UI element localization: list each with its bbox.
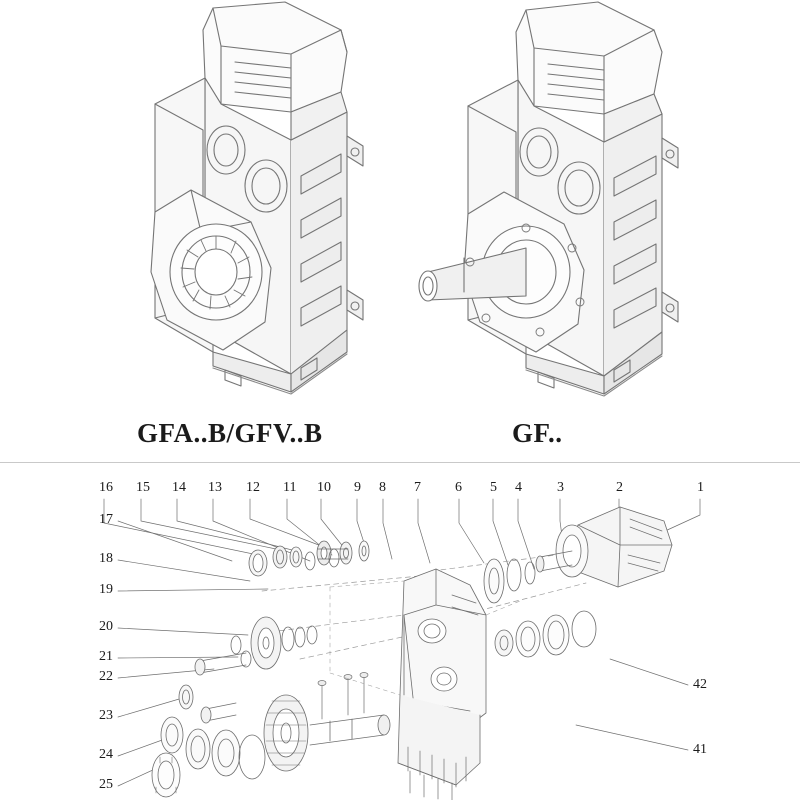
callout-16: 16 bbox=[99, 480, 113, 495]
callout-19: 19 bbox=[99, 582, 113, 597]
gearbox-drawing-gf bbox=[400, 0, 720, 400]
callout-11: 11 bbox=[283, 480, 297, 495]
callout-22: 22 bbox=[99, 669, 113, 684]
callout-9: 9 bbox=[354, 480, 361, 495]
callout-41: 41 bbox=[693, 742, 707, 757]
callout-7: 7 bbox=[414, 480, 421, 495]
callout-3: 3 bbox=[557, 480, 564, 495]
callout-12: 12 bbox=[246, 480, 260, 495]
drawing-caption-gf: GF.. bbox=[512, 418, 563, 448]
callout-21: 21 bbox=[99, 649, 113, 664]
callout-1: 1 bbox=[697, 480, 704, 495]
callout-13: 13 bbox=[208, 480, 222, 495]
callout-18: 18 bbox=[99, 551, 113, 566]
callout-25: 25 bbox=[99, 777, 113, 792]
callout-17: 17 bbox=[99, 512, 113, 527]
drawing-caption-gfa-gfv-b: GFA..B/GFV..B bbox=[137, 418, 323, 448]
callout-15: 15 bbox=[136, 480, 150, 495]
callout-6: 6 bbox=[455, 480, 462, 495]
callout-4: 4 bbox=[515, 480, 522, 495]
callout-42: 42 bbox=[693, 677, 707, 692]
callout-14: 14 bbox=[172, 480, 186, 495]
callout-8: 8 bbox=[379, 480, 386, 495]
callout-2: 2 bbox=[616, 480, 623, 495]
gearbox-drawing-gfa-gfv-b bbox=[95, 0, 395, 400]
callout-5: 5 bbox=[490, 480, 497, 495]
exploded-parts-diagram bbox=[0, 463, 800, 800]
callout-10: 10 bbox=[317, 480, 331, 495]
callout-24: 24 bbox=[99, 747, 113, 762]
callout-23: 23 bbox=[99, 708, 113, 723]
callout-20: 20 bbox=[99, 619, 113, 634]
